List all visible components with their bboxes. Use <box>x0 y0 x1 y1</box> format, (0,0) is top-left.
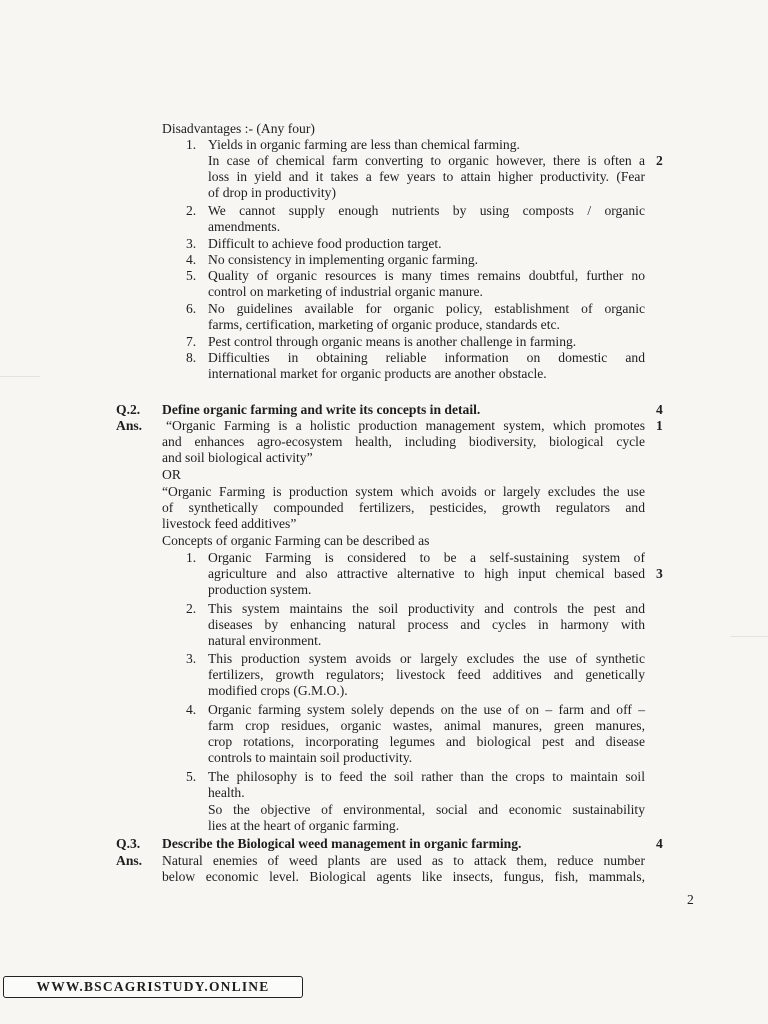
list-item-line: Yields in organic farming are less than chemical farming. <box>208 137 520 152</box>
marks: 2 <box>656 153 663 168</box>
question-text: Describe the Biological weed management in organic farming. <box>162 836 522 851</box>
list-item-line: control on marketing of industrial organic manure. <box>208 284 483 299</box>
question-text: Define organic farming and write its concepts in detail. <box>162 402 481 417</box>
list-item-line: No guidelines available for organic policy, establishment of organic <box>208 301 645 316</box>
list-item-line: controls to maintain soil productivity. <box>208 750 413 765</box>
list-item-line: The philosophy is to feed the soil rather than the crops to maintain soil <box>208 769 645 784</box>
list-number: 8. <box>186 350 197 365</box>
list-number: 4. <box>186 252 197 267</box>
list-item-line: Organic farming system solely depends on the use of on – farm and off – <box>208 702 645 717</box>
list-item-line: of drop in productivity) <box>208 185 336 200</box>
list-item-line: farm crop residues, organic wastes, animal manures, green manures, <box>208 718 645 733</box>
scan-artifact <box>0 376 40 377</box>
list-item-line: farms, certification, marketing of organic produce, standards etc. <box>208 317 560 332</box>
list-item-line: modified crops (G.M.O.). <box>208 683 348 698</box>
list-number: 3. <box>186 651 197 666</box>
list-item-line: In case of chemical farm converting to organic however, there is often a <box>208 153 645 168</box>
list-number: 2. <box>186 601 197 616</box>
disadvantages-heading: Disadvantages :- (Any four) <box>162 121 315 136</box>
marks: 4 <box>656 836 663 851</box>
list-number: 2. <box>186 203 197 218</box>
answer-label: Ans. <box>116 418 143 433</box>
definition-line: “Organic Farming is production system which avoids or largely excludes the use <box>162 484 645 499</box>
list-item-line: Quality of organic resources is many times remains doubtful, further no <box>208 268 645 283</box>
question-label: Q.2. <box>116 402 141 417</box>
list-item-line: We cannot supply enough nutrients by using composts / organic <box>208 203 645 218</box>
definition-line: “Organic Farming is a holistic production management system, which promotes <box>166 418 645 433</box>
list-item-line: production system. <box>208 582 312 597</box>
page-number: 2 <box>687 892 694 907</box>
marks: 4 <box>656 402 663 417</box>
list-item-line: agriculture and also attractive alternative to high input chemical based <box>208 566 645 581</box>
list-number: 5. <box>186 268 197 283</box>
list-item-line: This system maintains the soil productivity and controls the pest and <box>208 601 645 616</box>
answer-line: Natural enemies of weed plants are used as to attack them, reduce number <box>162 853 645 868</box>
or-text: OR <box>162 467 181 482</box>
list-item-line: Organic Farming is considered to be a self-sustaining system of <box>208 550 645 565</box>
website-watermark-link[interactable]: WWW.BSCAGRISTUDY.ONLINE <box>3 976 303 998</box>
list-item-line: Difficult to achieve food production target. <box>208 236 442 251</box>
list-item-line: fertilizers, growth regulators; livestock feed additives and genetically <box>208 667 645 682</box>
list-item-line: diseases by enhancing natural process and cycles in harmony with <box>208 617 645 632</box>
list-item-line: This production system avoids or largely excludes the use of synthetic <box>208 651 645 666</box>
answer-label: Ans. <box>116 853 143 868</box>
list-number: 6. <box>186 301 197 316</box>
list-number: 5. <box>186 769 197 784</box>
scan-artifact <box>730 636 768 637</box>
list-item-line: Difficulties in obtaining reliable information on domestic and <box>208 350 645 365</box>
marks: 1 <box>656 418 663 433</box>
list-item-line: health. <box>208 785 245 800</box>
list-number: 7. <box>186 334 197 349</box>
list-item-line: crop rotations, incorporating legumes and biological pest and disease <box>208 734 645 749</box>
list-item-line: So the objective of environmental, social and economic sustainability <box>208 802 645 817</box>
list-item-line: No consistency in implementing organic farming. <box>208 252 479 267</box>
definition-line: and enhances agro-ecosystem health, including biodiversity, biological cycle <box>162 434 645 449</box>
marks: 3 <box>656 566 663 581</box>
list-number: 1. <box>186 550 197 565</box>
concepts-heading: Concepts of organic Farming can be described as <box>162 533 430 548</box>
list-item-line: natural environment. <box>208 633 322 648</box>
answer-line: below economic level. Biological agents like insects, fungus, fish, mammals, <box>162 869 645 884</box>
list-item-line: lies at the heart of organic farming. <box>208 818 400 833</box>
list-number: 1. <box>186 137 197 152</box>
list-number: 3. <box>186 236 197 251</box>
list-item-line: amendments. <box>208 219 281 234</box>
list-number: 4. <box>186 702 197 717</box>
definition-line: of synthetically compounded fertilizers, pesticides, growth regulators and <box>162 500 645 515</box>
definition-line: and soil biological activity” <box>162 450 313 465</box>
list-item-line: international market for organic products are another obstacle. <box>208 366 547 381</box>
list-item-line: Pest control through organic means is another challenge in farming. <box>208 334 577 349</box>
list-item-line: loss in yield and it takes a few years to attain higher productivity. (Fear <box>208 169 645 184</box>
question-label: Q.3. <box>116 836 141 851</box>
definition-line: livestock feed additives” <box>162 516 297 531</box>
